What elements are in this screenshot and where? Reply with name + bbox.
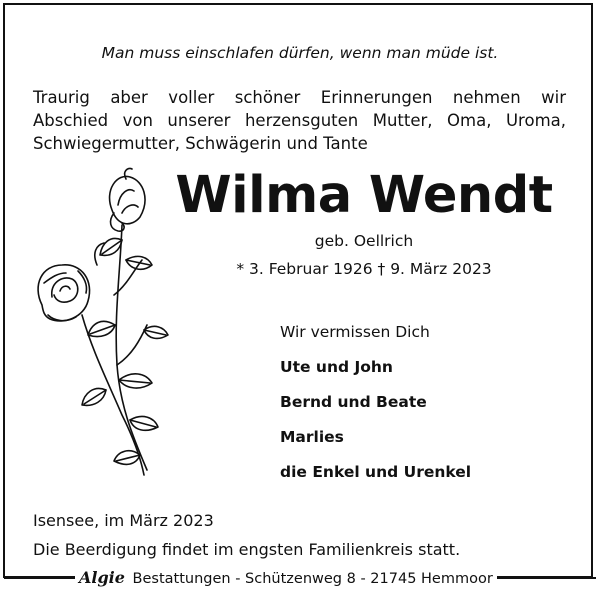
mourners-block <box>280 315 471 490</box>
intro-text <box>33 86 566 155</box>
mourner-name: Bernd und Beate <box>280 393 427 411</box>
funeral-home-logo: Algie <box>79 568 125 587</box>
place-date: Isensee, im März 2023 <box>33 511 214 530</box>
footer <box>0 570 600 590</box>
mourner-name: Marlies <box>280 428 344 446</box>
intro-line: Traurig aber voller schöner Erinnerungen nehmen wir <box>33 88 566 107</box>
mourners-intro: Wir vermissen Dich <box>280 323 430 341</box>
birth-name: geb. Oellrich <box>314 232 414 250</box>
mourner-name: die Enkel und Urenkel <box>280 463 472 481</box>
intro-line: Abschied von unserer herzensguten Mutter, Oma, Uroma, <box>33 111 566 130</box>
funeral-note: Die Beerdigung findet im engsten Familienkreis statt. <box>33 540 461 559</box>
life-dates: * 3. Februar 1926 † 9. März 2023 <box>236 260 492 278</box>
mourner-name: Ute und John <box>280 358 393 376</box>
footer-text-wrap <box>75 568 497 587</box>
funeral-home-address: Bestattungen - Schützenweg 8 - 21745 Hemmoor <box>132 571 493 587</box>
quote: Man muss einschlafen dürfen, wenn man müde ist. <box>101 44 499 62</box>
intro-line: Schwiegermutter, Schwägerin und Tante <box>33 134 368 153</box>
deceased-name: Wilma Wendt <box>175 166 553 225</box>
